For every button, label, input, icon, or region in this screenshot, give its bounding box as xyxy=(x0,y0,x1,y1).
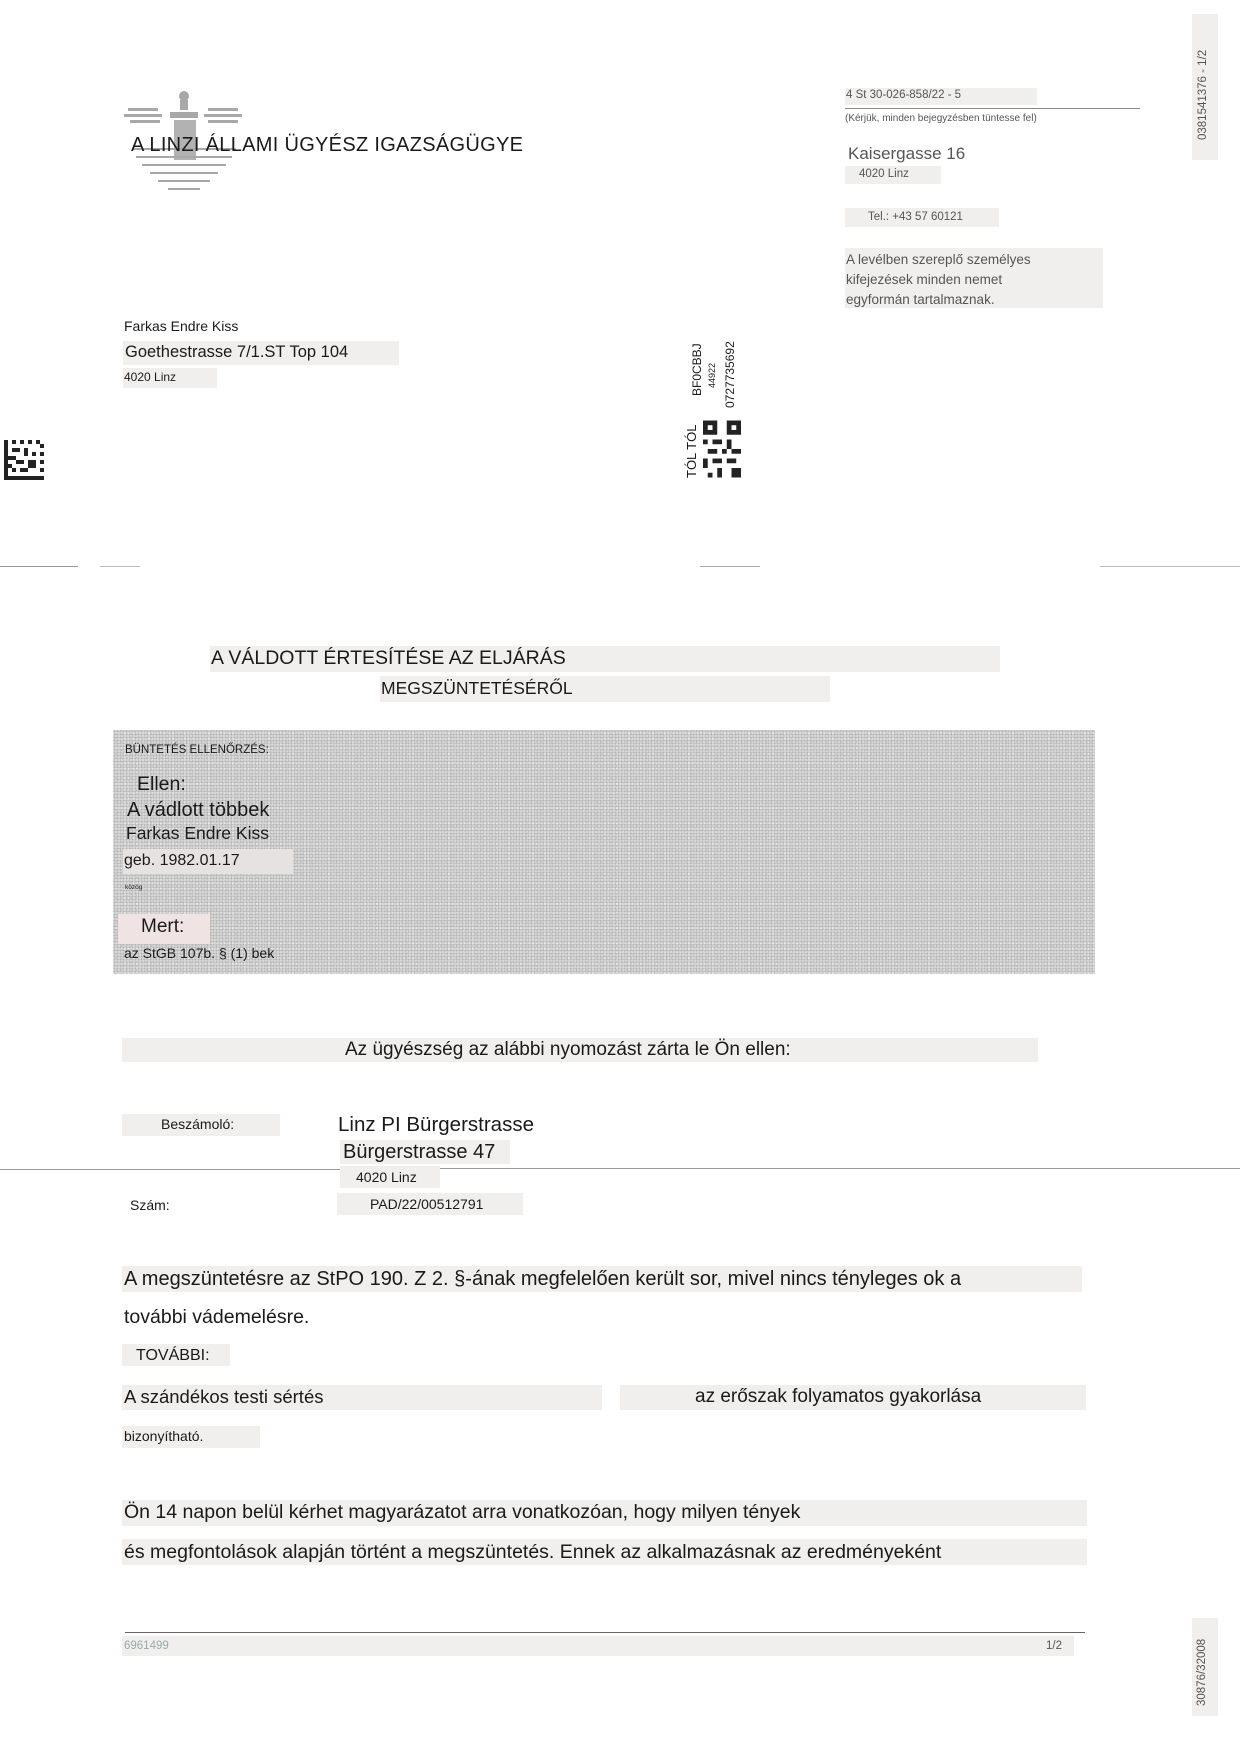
charge-2: az erőszak folyamatos gyakorlása xyxy=(695,1386,982,1407)
sender-city: 4020 Linz xyxy=(859,168,909,180)
document-title-line2: MEGSZÜNTETÉSÉRŐL xyxy=(381,678,573,698)
case-section-label: BÜNTETÉS ELLENŐRZÉS: xyxy=(125,744,269,756)
postal-code-2: 44922 xyxy=(707,362,717,388)
footer-page-number: 1/2 xyxy=(1046,1640,1062,1652)
investigation-intro: Az ügyészség az alábbi nyomozást zárta le Ön ellen: xyxy=(345,1039,791,1060)
postal-code-1: BF0CBBJ xyxy=(690,343,704,396)
sender-street: Kaisergasse 16 xyxy=(848,144,966,163)
recipient-name: Farkas Endre Kiss xyxy=(124,318,239,334)
paragraph2-line2: és megfontolások alapján történt a megszüntetés. Ennek az alkalmazásnak az eredményeként xyxy=(124,1541,942,1563)
report-city: 4020 Linz xyxy=(356,1169,417,1185)
accused-name: Farkas Endre Kiss xyxy=(126,823,269,843)
gender-note-line1: A levélben szereplő személyes xyxy=(846,252,1031,267)
recipient-city: 4020 Linz xyxy=(124,370,177,384)
datamatrix-code-icon xyxy=(4,440,44,480)
reference-note: (Kérjük, minden bejegyzésben tüntesse fel) xyxy=(845,113,1037,124)
sender-phone: Tel.: +43 57 60121 xyxy=(868,211,963,223)
report-label: Beszámoló: xyxy=(161,1116,235,1132)
report-street: Bürgerstrasse 47 xyxy=(343,1141,496,1163)
reference-number: 4 St 30-026-858/22 - 5 xyxy=(846,89,962,101)
side-document-code: 0381541376 - 1/2 xyxy=(1197,49,1209,140)
paragraph1-line1: A megszüntetésre az StPO 190. Z 2. §-ának megfelelően került sor, mivel nincs tényleges ok a xyxy=(124,1268,962,1290)
gender-note-line3: egyformán tartalmaznak. xyxy=(846,292,995,307)
authority-name: A LINZI ÁLLAMI ÜGYÉSZ IGAZSÁGÜGYE xyxy=(131,134,524,156)
gender-note xyxy=(846,250,1031,310)
postal-label: TÓL TÓL xyxy=(684,424,699,478)
recipient-street: Goethestrasse 7/1.ST Top 104 xyxy=(125,343,349,361)
number-value: PAD/22/00512791 xyxy=(370,1196,484,1212)
document-title-line1: A VÁLDOTT ÉRTESÍTÉSE AZ ELJÁRÁS xyxy=(211,647,566,669)
report-station: Linz PI Bürgerstrasse xyxy=(338,1113,534,1136)
against-label: Ellen: xyxy=(137,773,186,795)
number-label: Szám: xyxy=(130,1197,170,1213)
further-label: TOVÁBBI: xyxy=(136,1347,210,1364)
paragraph1-line2: további vádemelésre. xyxy=(124,1306,310,1328)
accused-label: A vádlott többek xyxy=(127,799,270,821)
postal-qr-code-icon xyxy=(703,420,741,478)
provable-text: bizonyítható. xyxy=(124,1428,204,1444)
gender-note-line2: kifejezések minden nemet xyxy=(846,272,1003,287)
accused-birthdate: geb. 1982.01.17 xyxy=(124,852,240,869)
law-reference: az StGB 107b. § (1) bek xyxy=(124,945,275,961)
postal-code-3: 0727735692 xyxy=(723,341,737,408)
case-small-note: közög xyxy=(125,884,143,891)
footer-left-code: 6961499 xyxy=(124,1640,169,1652)
paragraph2-line1: Ön 14 napon belül kérhet magyarázatot arra vonatkozóan, hogy milyen tények xyxy=(124,1501,801,1523)
side-document-code-bottom: 30876/32008 xyxy=(1196,1638,1208,1706)
because-label: Mert: xyxy=(141,916,185,937)
charge-1: A szándékos testi sértés xyxy=(124,1386,324,1407)
